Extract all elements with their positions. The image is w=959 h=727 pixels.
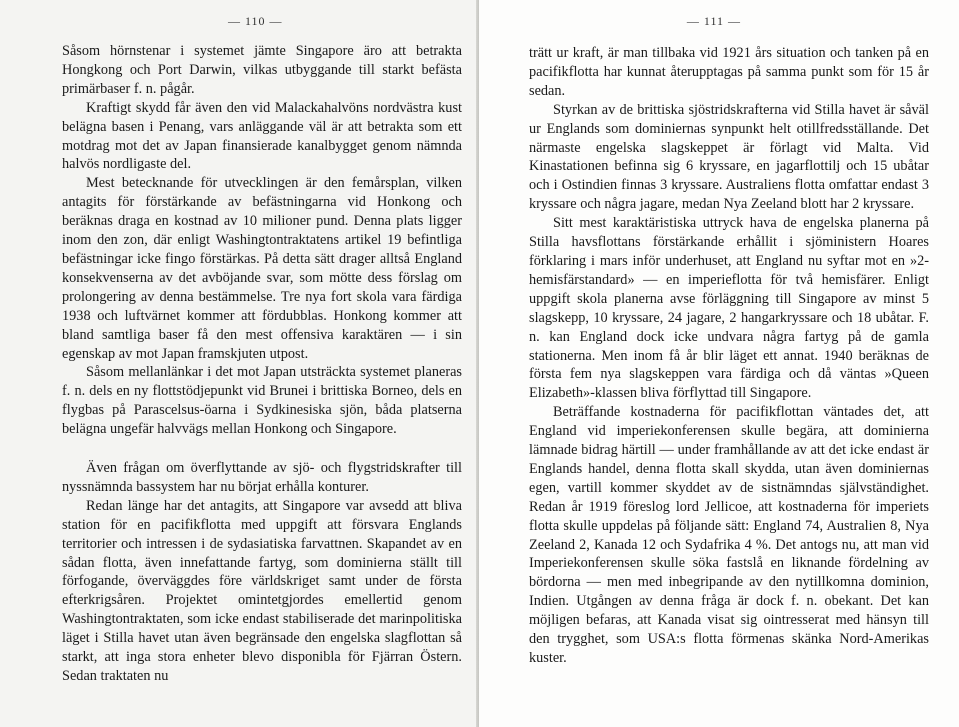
page-number-left: — 110 — [228,14,283,28]
paragraph: trätt ur kraft, är man tillbaka vid 1921 års situation och tanken på en pacifikflotta har kunnat återupptagas på samma punkt som för 15 år sedan. [529,45,929,99]
left-page [0,0,479,727]
paragraph: Kraftigt skydd får även den vid Malackahalvöns nordvästra kust belägna basen i Penang, vars anläggande väl är att betrakta som ett motdrag mot det av Japan finansierade kanalbygget genom nämnda halvös nordligaste del. [62,99,462,173]
right-page [479,0,959,727]
paragraph: Sitt mest karaktäristiska uttryck hava de engelska planerna på Stilla havsflottans förstärkande erhållit i sjöministern Hoares förklaring i mars inför underhuset, att England nu syftar mot en »2-hemisfärstandard» — en imperieflotta för två hemisfärer. Enligt uppgift skola planerna avse förläggning till Singapore av minst 5 slagskepp, 10 kryssare, 24 jagare, 2 hangarkryssare och 18 ubåtar. F. n. kan England dock icke undvara några fartyg på de gamla stationerna. Men inom få år blir läget ett annat. 1940 beräknas de första fem nya slagskeppen vara färdiga och då väntas »Queen Elizabeth»-klassen bliva förflyttad till Singapore. [529,215,929,402]
page-number-right: — 111 — [686,14,741,28]
left-page-text [62,42,462,686]
right-page-text [529,44,929,668]
paragraph: Styrkan av de brittiska sjöstridskrafterna vid Stilla havet är såväl ur Englands som dominiernas synpunkt helt otillfredsställande. Det närmaste engelska slagskeppet är förlagt vid Malta. Vid Kinastationen befinna sig 6 kryssare, en jagarflottilj och 15 ubåtar och i Ostindien finnas 3 kryssare. Australiens flotta omfattar endast 3 kryssare och några jagare, medan Nya Zeeland blott har 2 kryssare. [529,101,929,213]
paragraph: Även frågan om överflyttande av sjö- och flygstridskrafter till nyssnämnda bassystem har nu börjat erhålla konturer. [62,460,462,495]
paragraph: Mest betecknande för utvecklingen är den femårsplan, vilken antagits för förstärkande av befästningarna vid Honkong och beräknas draga en kostnad av 10 milioner pund. Denna plats ligger inom den zon, där enligt Washingtontraktatens artikel 19 befintliga befästningar icke fingo förstärkas. På detta sätt drager alltså England konsekvenserna av det avböjande svar, som mötte dess förslag om prolongering av denna bestämmelse. Tre nya fort skola vara färdiga 1938 och luftvärnet kommer att fördubblas. Honkong kommer att bland samtliga baser få den mest offensiva karaktären — i sin egenskap av mot Japan framskjuten utpost. [62,175,462,362]
paragraph: Redan länge har det antagits, att Singapore var avsedd att bliva station för en pacifikflotta med uppgift att försvara Englands territorier och intressen i de sydasiatiska farvattnen. Skapandet av en sådan flotta, även innefattande fartyg, som dominierna ställt till förfogande, överväggdes före världskriget samt under de första efterkrigsåren. Projektet omintetgjordes emellertid genom Washingtontraktaten, som icke endast stabiliserade det marinpolitiska läget i Stilla havet utan även begränsade den engelska slagflottan så starkt, att inga stora enheter blevo disponibla för Fjärran Östern. Sedan traktaten nu [62,497,462,684]
paragraph: Såsom mellanlänkar i det mot Japan utsträckta systemet planeras f. n. dels en ny flottstödjepunkt vid Brunei i brittiska Borneo, dels en flygbas på Parascelsus-öarna i Sydkinesiska sjön, båda platserna belägna ungefär halvvägs mellan Honkong och Singapore. [62,364,462,438]
paragraph: Såsom hörnstenar i systemet jämte Singapore äro att betrakta Hongkong och Port Darwin, vilkas utbyggande till starkt befästa primärbaser f. n. pågår. [62,43,462,97]
paragraph: Beträffande kostnaderna för pacifikflottan väntades det, att England vid imperiekonferensen skulle begära, att dominierna lämnade bidrag härtill — under framhållande av att det icke endast är Englands handel, denna flotta skall skydda, utan även dominiernas egen, vartill kommer skyddet av de sistnämndas självständighet. Redan år 1919 föreslog lord Jellicoe, att kostnaderna för imperiets flotta skulle uppdelas på följande sätt: England 74, Australien 8, Nya Zeeland 2, Kanada 12 och Sydafrika 4 %. Det antogs nu, att man vid Imperiekonferensen skulle söka fastslå en liknande fördelning av bördorna — men med inbegripande av den nytillkomna dominion, Indien. Utgången av denna fråga är dock f. n. obekant. Det kan möjligen befaras, att Kanada visat sig ointresserat med hänsyn till den trygghet, som USA:s flotta förmenas skänka Nord-Amerikas kuster. [529,404,929,666]
